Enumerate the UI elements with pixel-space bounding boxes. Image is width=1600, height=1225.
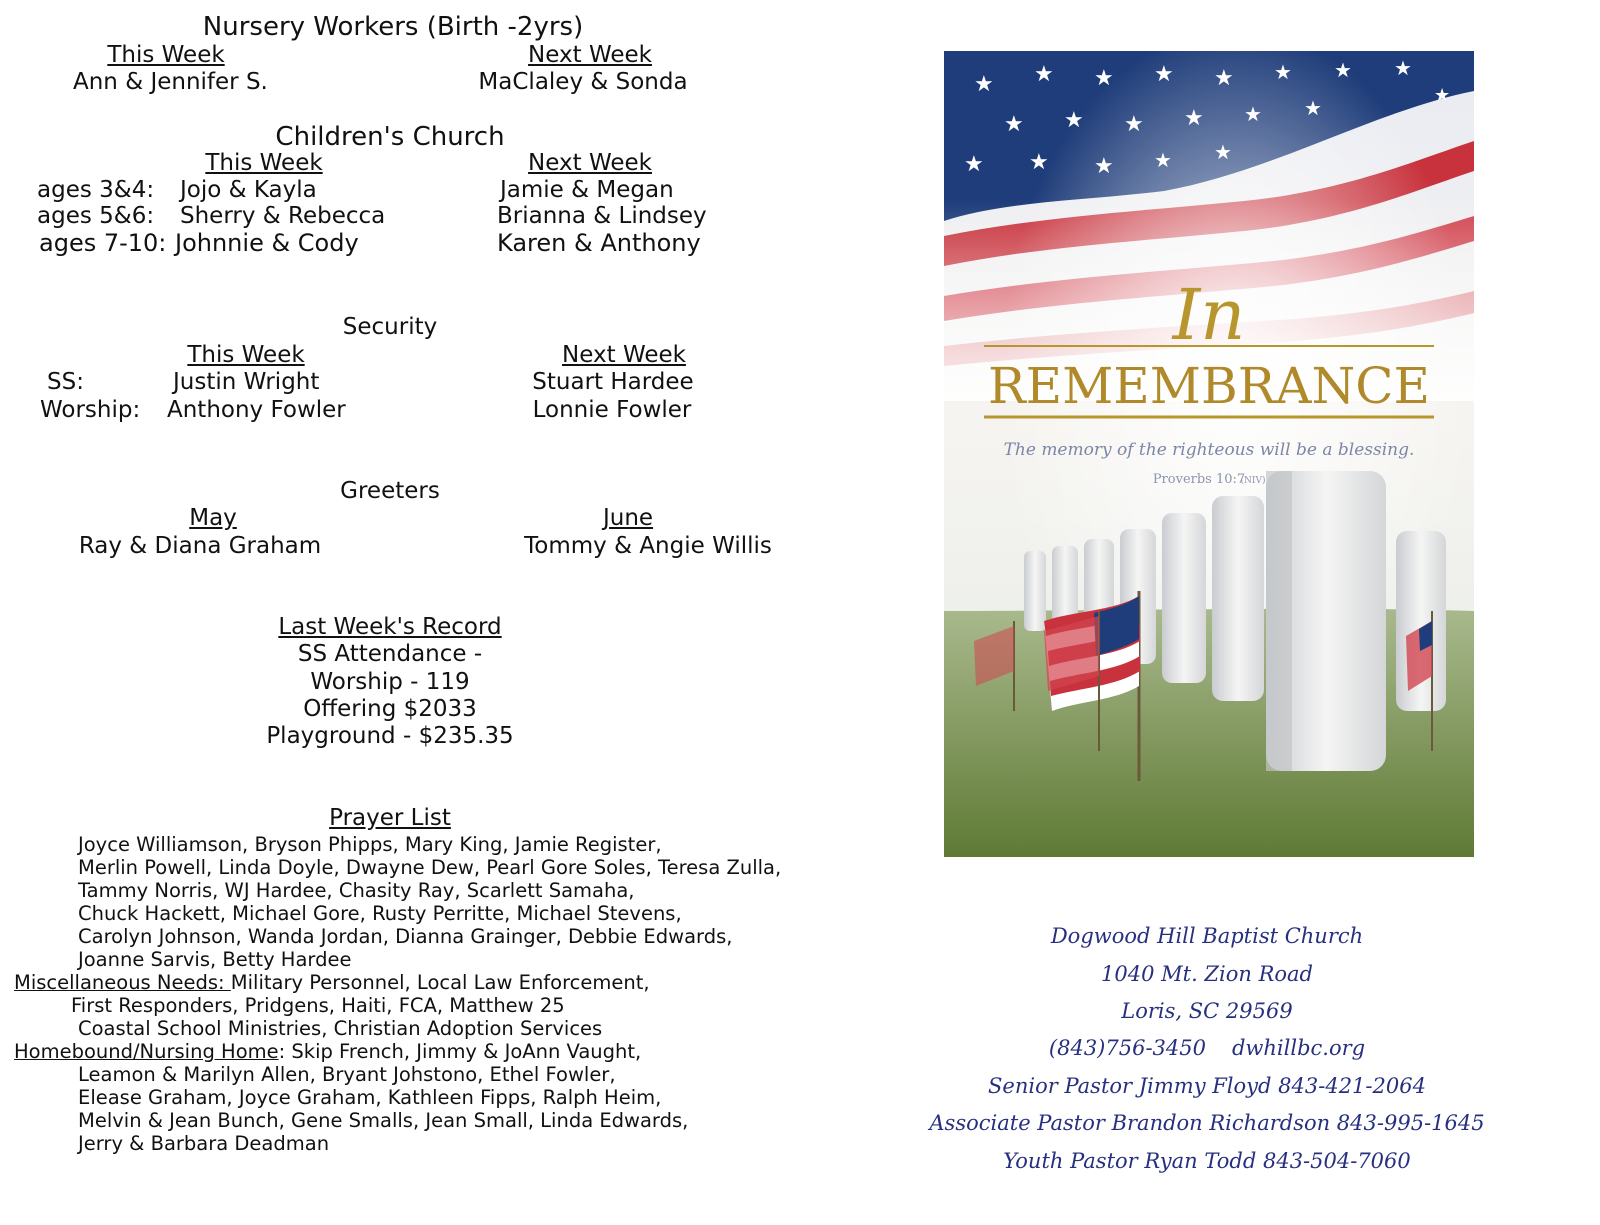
childrens-this-week-label: This Week — [205, 150, 323, 176]
childrens-next-week-name: Jamie & Megan — [500, 177, 674, 203]
prayer-line: Carolyn Johnson, Wanda Jordan, Dianna Grainger, Debbie Edwards, — [78, 925, 733, 948]
security-title: Security — [342, 314, 438, 340]
record-line: Offering $2033 — [303, 696, 477, 722]
church-phone: (843)756-3450 — [1048, 1036, 1206, 1060]
poster-reference: Proverbs 10:7 — [1152, 472, 1246, 487]
childrens-age-label: ages 7-10: — [39, 229, 167, 257]
senior-pastor: Senior Pastor Jimmy Floyd 843-421-2064 — [988, 1074, 1426, 1098]
security-role-label: Worship: — [40, 397, 141, 423]
childrens-this-week-name: Jojo & Kayla — [180, 177, 317, 203]
homebound-text: : Skip French, Jimmy & JoAnn Vaught, — [278, 1040, 642, 1063]
security-next-week-label: Next Week — [562, 342, 686, 368]
prayer-line: Tammy Norris, WJ Hardee, Chasity Ray, Scarlett Samaha, — [78, 879, 635, 902]
childrens-this-week-name: Sherry & Rebecca — [180, 203, 386, 229]
greeters-june-label: June — [602, 505, 654, 531]
homebound-line — [14, 1040, 641, 1063]
childrens-age-label: ages 3&4: — [37, 177, 155, 203]
homebound-line: Jerry & Barbara Deadman — [78, 1132, 330, 1155]
homebound-line: Leamon & Marilyn Allen, Bryant Johstono, Ethel Fowler, — [78, 1063, 616, 1086]
church-city: Loris, SC 29569 — [1121, 999, 1293, 1023]
poster-quote: The memory of the righteous will be a blessing. — [1003, 440, 1415, 460]
prayer-line: Chuck Hackett, Michael Gore, Rusty Perritte, Michael Stevens, — [78, 902, 682, 925]
prayer-title: Prayer List — [329, 805, 451, 831]
misc-needs-line: Coastal School Ministries, Christian Adoption Services — [78, 1017, 603, 1040]
prayer-line: Joanne Sarvis, Betty Hardee — [78, 948, 352, 971]
prayer-line: Merlin Powell, Linda Doyle, Dwayne Dew, Pearl Gore Soles, Teresa Zulla, — [78, 856, 782, 879]
nursery-title: Nursery Workers (Birth -2yrs) — [202, 12, 584, 42]
greeters-title: Greeters — [340, 478, 440, 504]
greeters-may-label: May — [189, 505, 237, 531]
security-this-week-label: This Week — [187, 342, 305, 368]
nursery-next-week: MaClaley & Sonda — [478, 69, 688, 95]
childrens-next-week-name: Karen & Anthony — [497, 229, 701, 257]
poster-script-word: In — [1172, 274, 1246, 356]
misc-needs-label: Miscellaneous Needs: — [14, 971, 231, 994]
record-line: Playground - $235.35 — [266, 723, 514, 749]
record-title: Last Week's Record — [278, 614, 502, 640]
church-address: 1040 Mt. Zion Road — [1101, 962, 1313, 986]
church-name: Dogwood Hill Baptist Church — [1050, 924, 1364, 948]
church-website[interactable]: dwhillbc.org — [1231, 1036, 1366, 1060]
prayer-line: Joyce Williamson, Bryson Phipps, Mary King, Jamie Register, — [78, 833, 662, 856]
misc-needs-text: Military Personnel, Local Law Enforcement, — [230, 971, 650, 994]
record-line: Worship - 119 — [310, 669, 470, 695]
security-this-week-name: Anthony Fowler — [167, 397, 346, 423]
misc-needs-line: First Responders, Pridgens, Haiti, FCA, Matthew 25 — [71, 994, 565, 1017]
homebound-line: Elease Graham, Joyce Graham, Kathleen Fipps, Ralph Heim, — [78, 1086, 662, 1109]
homebound-label: Homebound/Nursing Home — [14, 1040, 279, 1063]
security-role-label: SS: — [47, 369, 84, 395]
greeters-may-names: Ray & Diana Graham — [78, 533, 322, 559]
security-next-week-name: Stuart Hardee — [532, 369, 694, 395]
childrens-this-week-name: Johnnie & Cody — [175, 229, 359, 257]
remembrance-poster — [944, 51, 1474, 857]
childrens-age-label: ages 5&6: — [37, 203, 155, 229]
nursery-next-week-label: Next Week — [528, 42, 652, 68]
youth-pastor: Youth Pastor Ryan Todd 843-504-7060 — [1003, 1149, 1411, 1173]
church-contact-line — [1049, 1036, 1365, 1060]
associate-pastor: Associate Pastor Brandon Richardson 843-995-1645 — [929, 1111, 1485, 1135]
childrens-church-title: Children's Church — [275, 122, 505, 152]
childrens-next-week-label: Next Week — [528, 150, 652, 176]
homebound-line: Melvin & Jean Bunch, Gene Smalls, Jean Small, Linda Edwards, — [78, 1109, 689, 1132]
poster-artwork — [944, 51, 1474, 857]
security-this-week-name: Justin Wright — [173, 369, 320, 395]
greeters-june-names: Tommy & Angie Willis — [524, 533, 772, 559]
nursery-this-week-label: This Week — [107, 42, 225, 68]
misc-needs-line — [14, 971, 650, 994]
record-line: SS Attendance - — [297, 641, 483, 667]
poster-title-word: REMEMBRANCE — [987, 357, 1431, 415]
security-next-week-name: Lonnie Fowler — [532, 397, 692, 423]
nursery-this-week: Ann & Jennifer S. — [73, 69, 268, 95]
poster-version: (NIV) — [1240, 476, 1266, 486]
childrens-next-week-name: Brianna & Lindsey — [497, 203, 707, 229]
